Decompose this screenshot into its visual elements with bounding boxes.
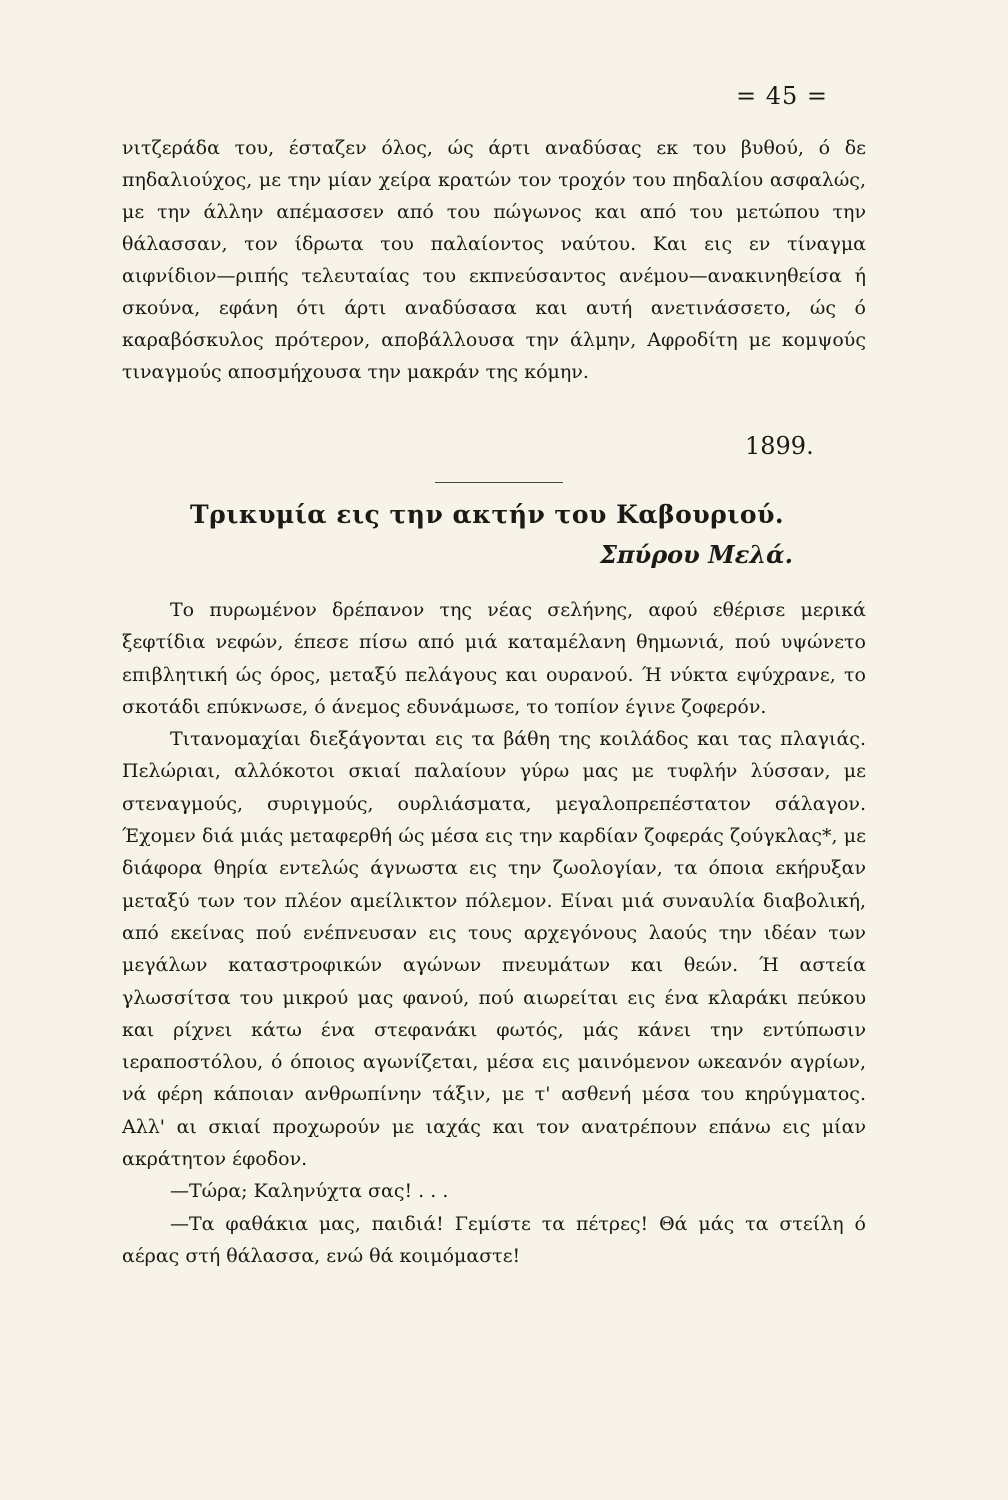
story-body	[122, 594, 866, 1272]
story-paragraph: Το πυρωμένον δρέπανον της νέας σελήνης, αφού εθέρισε μερικά ξεφτίδια νεφών, έπεσε πίσω από μιά καταμέλανη θημωνιά, πού υψώνετο επιβλητική ώς όρος, μεταξύ πελάγους και ουρανού. Ή νύκτα εψύχρανε, το σκοτάδι επύκνωσε, ό άνεμος εδυνάμωσε, το τοπίον έγινε ζοφερόν.	[122, 599, 866, 718]
section-divider	[435, 482, 563, 483]
page-number: = 45 =	[736, 82, 829, 110]
story-author: Σπύρου Μελά.	[600, 540, 793, 569]
story-dialogue-line: —Τα φαθάκια μας, παιδιά! Γεμίστε τα πέτρες! Θά μάς τα στείλη ό αέρας στή θάλασσα, ενώ θά κοιμόμαστε!	[122, 1212, 866, 1267]
story-paragraph: Τιτανομαχίαι διεξάγονται εις τα βάθη της κοιλάδος και τας πλαγιάς. Πελώριαι, αλλόκοτοι σκιαί παλαίουν γύρω μας με τυφλήν λύσσαν, με στεναγμούς, συριγμούς, ουρλιάσματα, μεγαλοπρεπέστατον σάλαγον. Έχομεν διά μιάς μεταφερθή ώς μέσα εις την καρδίαν ζοφεράς ζούγκλας*, με διάφορα θηρία εντελώς άγνωστα εις την ζωολογίαν, τα όποια εκήρυξαν μεταξύ των τον πλέον αμείλικτον πόλεμον. Είναι μιά συναυλία διαβολική, από εκείνας πού ενέπνευσαν εις τους αρχεγόνους λαούς την ιδέαν των μεγάλων καταστροφικών αγώνων πνευμάτων και θεών. Ή αστεία γλωσσίτσα του μικρού μας φανού, πού αιωρείται εις ένα κλαράκι πεύκου και ρίχνει κάτω ένα στεφανάκι φωτός, μάς κάνει την εντύπωσιν ιεραποστόλου, ό όποιος αγωνίζεται, μέσα εις μαινόμενον ωκεανόν αγρίων, νά φέρη κάποιαν ανθρωπίνην τάξιν, με τ' ασθενή μέσα του κηρύγματος. Αλλ' αι σκιαί προχωρούν με ιαχάς και τον ανατρέπουν επάνω εις μίαν ακράτητον έφοδον.	[122, 728, 866, 1171]
story-dialogue-line: —Τώρα; Καληνύχτα σας! . . .	[170, 1180, 449, 1203]
story-title: Τρικυμία εις την ακτήν του Καβουριού.	[190, 500, 785, 529]
previous-story-ending: νιτζεράδα του, έσταζεν όλος, ώς άρτι αναδύσας εκ του βυθού, ό δε πηδαλιούχος, με την μίαν χείρα κρατών τον τροχόν του πηδαλίου ασφαλώς, με την άλλην απέμασσεν από του πώγωνος και από του μετώπου την θάλασσαν, τον ίδρωτα του παλαίοντος ναύτου. Και εις εν τίναγμα αιφνίδιον—ριπής τελευταίας του εκπνεύσαντος ανέμου—ανακινηθείσα ή σκούνα, εφάνη ότι άρτι αναδύσασα και αυτή ανετινάσσετο, ώς ό καραβόσκυλος πρότερον, αποβάλλουσα την άλμην, Αφροδίτη με κομψούς τιναγμούς αποσμήχουσα την μακράν της κόμην.	[122, 137, 866, 383]
previous-story-year: 1899.	[745, 432, 814, 460]
